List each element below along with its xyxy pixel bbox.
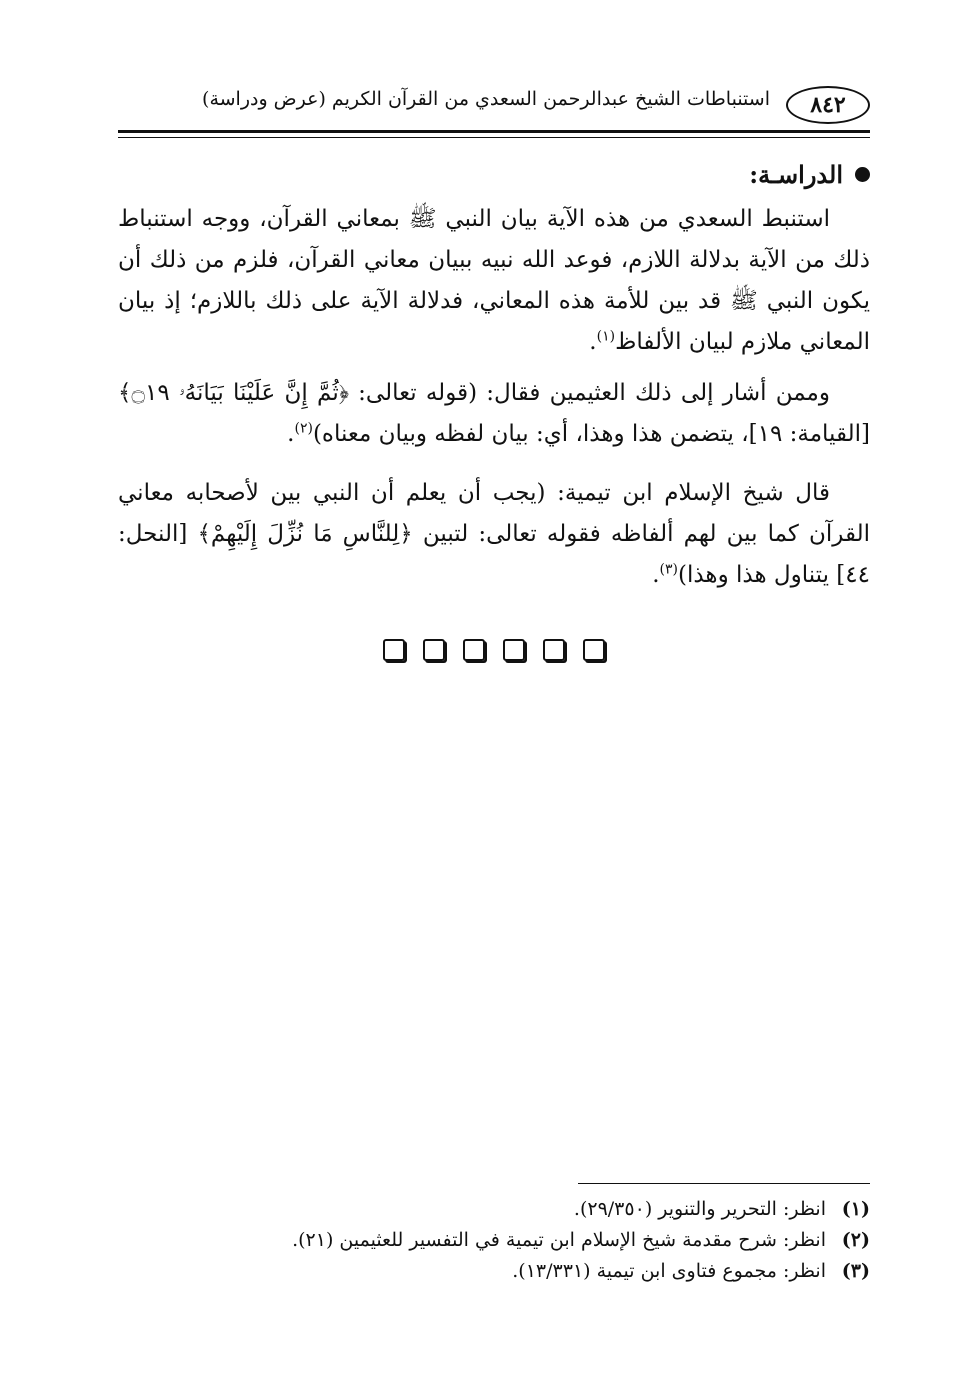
bullet-icon	[855, 167, 870, 182]
footnote-number: (٢)	[841, 1229, 870, 1251]
footnote-2	[118, 1225, 870, 1256]
paragraph-3	[118, 473, 870, 596]
section-heading-text: الدراسـة:	[749, 160, 843, 189]
separator-square-icon	[503, 639, 525, 661]
paragraph-text: قال شيخ الإسلام ابن تيمية: (يجب أن يعلم أن النبي بين لأصحابه معاني القرآن كما بين لهم ألفاظه فقوله تعالى: لتبين ﴿لِلنَّاسِ مَا نُزِّلَ إِلَيْهِمْ﴾ [النحل: ٤٤] يتناول هذا وهذا)	[118, 480, 870, 588]
footnote-ref: (١)	[596, 328, 616, 345]
paragraph-text: وممن أشار إلى ذلك العثيمين فقال: (قوله تعالى: ﴿ثُمَّ إِنَّ عَلَيْنَا بَيَانَهُۥ ۝١٩﴾ [القيامة: ١٩]، يتضمن هذا وهذا، أي: بيان لفظه وبيان معناه)	[118, 380, 870, 447]
footnote-rule	[578, 1183, 870, 1184]
footnote-1	[118, 1194, 870, 1225]
header-rule-thin	[118, 137, 870, 138]
footnote-text: انظر: التحرير والتنوير (٢٩/٣٥٠).	[573, 1198, 826, 1220]
paragraph-end: .	[652, 562, 660, 588]
main-content	[118, 150, 870, 668]
footnote-text: انظر: مجموع فتاوى ابن تيمية (١٣/٣٣١).	[512, 1260, 826, 1282]
page-number-badge: ٨٤٢	[786, 86, 870, 124]
paragraph-end: .	[287, 421, 295, 447]
separator-square-icon	[583, 639, 605, 661]
paragraph-end: .	[589, 329, 597, 355]
paragraph-2	[118, 373, 870, 455]
section-heading	[118, 160, 870, 189]
footnotes	[118, 1194, 870, 1287]
footnote-number: (٣)	[841, 1260, 870, 1282]
running-title: استنباطات الشيخ عبدالرحمن السعدي من القرآن الكريم (عرض ودراسة)	[202, 88, 770, 110]
separator-square-icon	[463, 639, 485, 661]
footnote-ref: (٢)	[294, 420, 313, 437]
header-rule-thick	[118, 130, 870, 133]
separator-square-icon	[383, 639, 405, 661]
separator-square-icon	[423, 639, 445, 661]
footnote-ref: (٣)	[659, 561, 678, 578]
paragraph-1	[118, 199, 870, 363]
separator-square-icon	[543, 639, 565, 661]
page-header	[118, 80, 870, 146]
paragraph-text: استنبط السعدي من هذه الآية بيان النبي ﷺ بمعاني القرآن، ووجه استنباط ذلك من الآية بدلالة اللازم، فوعد الله نبيه ببيان معاني القرآن، فلزم من ذلك أن يكون النبي ﷺ قد بين للأمة هذه المعاني، فدلالة الآية على ذلك باللازم؛ إذ بيان المعاني ملازم لبيان الألفاظ	[118, 206, 870, 355]
footnote-number: (١)	[841, 1198, 870, 1220]
footnote-3	[118, 1256, 870, 1287]
section-separator	[118, 638, 870, 668]
footnote-text: انظر: شرح مقدمة شيخ الإسلام ابن تيمية في التفسير للعثيمين (٢١).	[292, 1229, 826, 1251]
